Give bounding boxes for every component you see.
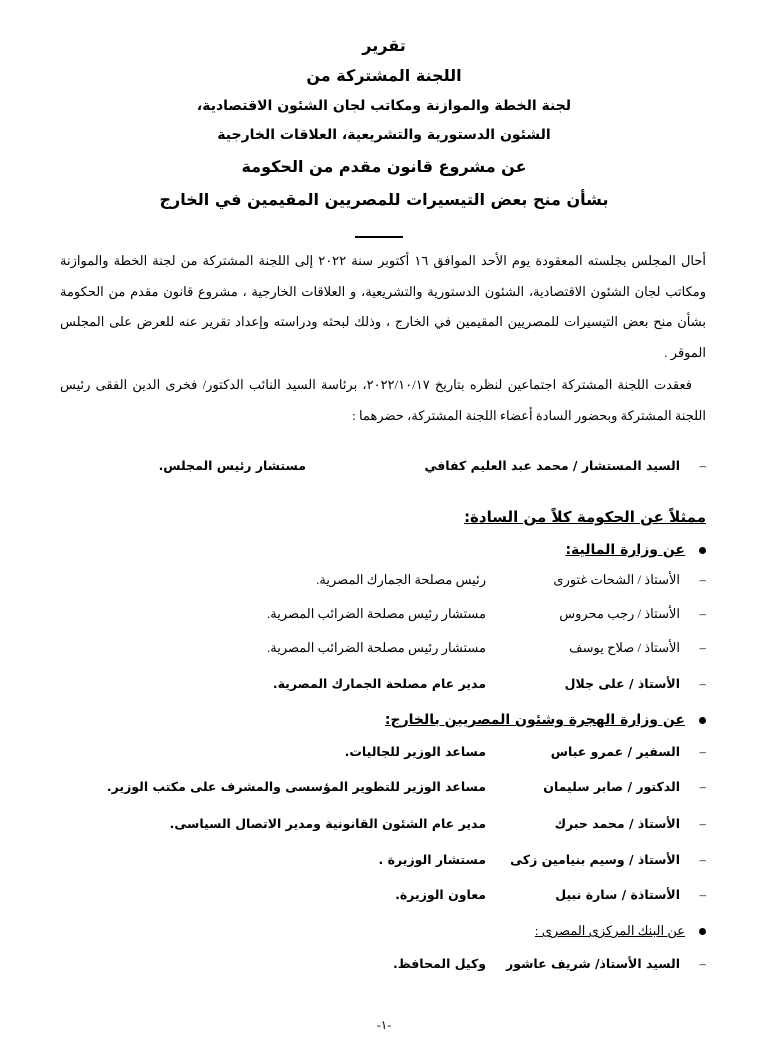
person-name: السيد المستشار / محمد عبد العليم كفافي	[424, 458, 680, 473]
committee-members-line2: الشئون الدستورية والتشريعية، العلاقات الخارجية	[217, 127, 551, 143]
committee-title: اللجنة المشتركة من	[306, 66, 462, 85]
list-item	[60, 814, 706, 840]
bill-title: عن مشروع قانون مقدم من الحكومة	[241, 157, 527, 176]
government-heading: ممثلاً عن الحكومة كلاً من السادة:	[464, 508, 706, 526]
list-item	[60, 777, 706, 803]
dash-marker: –	[699, 887, 706, 902]
list-item	[60, 638, 706, 664]
person-name: الدكتور / صابر سليمان	[543, 779, 680, 794]
bill-subject: بشأن منح بعض التيسيرات للمصريين المقيمين في الخارج	[159, 190, 609, 209]
section-label: عن وزارة الهجرة وشئون المصريين بالخارج:	[384, 712, 685, 728]
person-name: الأستاذة / سارة نبيل	[555, 887, 680, 902]
person-title: مستشار الوزيرة .	[378, 852, 486, 867]
list-item	[60, 885, 706, 911]
section-label: عن وزارة المالية:	[565, 542, 685, 558]
person-title: مستشار رئيس مصلحة الضرائب المصرية.	[266, 640, 486, 655]
person-name: الأستاذ / على جلال	[564, 676, 680, 691]
intro-paragraph: أحال المجلس بجلسته المعقودة يوم الأحد الموافق ١٦ أكتوبر سنة ٢٠٢٢ إلى اللجنة المشتركة من لجنة الخطة والموازنة ومكاتب لجان الشئون الاقتصادية، الشئون الدستورية والتشريعية، و العلاقات الخارجية ، مشروع قانون مقدم من الحكومة بشأن منح بعض التيسيرات للمصريين المقيمين في الخارج ، وذلك لبحثه ودراسته وإعداد تقرير عنه للعرض على المجلس الموقر .	[60, 253, 706, 360]
bullet-icon	[699, 928, 706, 935]
list-item	[60, 742, 706, 768]
person-title: مساعد الوزير للجاليات.	[344, 744, 486, 759]
bullet-icon	[699, 547, 706, 554]
person-name: الأستاذ / محمد حبرك	[554, 816, 680, 831]
person-name: الأستاذ / الشحات غتورى	[553, 572, 680, 587]
emigration-section-heading	[385, 712, 706, 728]
council-rep-row	[60, 456, 706, 482]
dash-marker: –	[699, 458, 706, 473]
person-title: معاون الوزيرة.	[395, 887, 486, 902]
person-title: مستشار رئيس المجلس.	[158, 458, 306, 473]
dash-marker: –	[699, 956, 706, 971]
list-item	[60, 954, 706, 980]
section-label: عن البنك المركزى المصرى :	[534, 923, 685, 938]
person-title: مدير عام مصلحة الجمارك المصرية.	[272, 676, 486, 691]
central-bank-section-heading	[535, 923, 706, 939]
bullet-icon	[699, 717, 706, 724]
committee-members-line1: لجنة الخطة والموازنة ومكاتب لجان الشئون الاقتصادية،	[196, 98, 572, 114]
list-item	[60, 850, 706, 876]
person-name: السيد الأستاذ/ شريف عاشور	[506, 956, 680, 971]
dash-marker: –	[699, 640, 706, 655]
dash-marker: –	[699, 606, 706, 621]
person-title: وكيل المحافظ.	[392, 956, 486, 971]
dash-marker: –	[699, 779, 706, 794]
dash-marker: –	[699, 676, 706, 691]
report-title: تقرير	[362, 36, 406, 55]
list-item	[60, 570, 706, 596]
title-divider	[355, 236, 403, 238]
person-title: مستشار رئيس مصلحة الضرائب المصرية.	[266, 606, 486, 621]
page-number: -١-	[376, 1018, 392, 1032]
dash-marker: –	[699, 816, 706, 831]
dash-marker: –	[699, 572, 706, 587]
dash-marker: –	[699, 852, 706, 867]
list-item	[60, 604, 706, 630]
person-title: مدير عام الشئون القانونية ومدير الاتصال السياسى.	[169, 816, 486, 831]
finance-section-heading	[565, 542, 706, 558]
person-title: مساعد الوزير للتطوير المؤسسى والمشرف على مكتب الوزير.	[106, 779, 486, 794]
person-name: الأستاذ / صلاح يوسف	[569, 640, 680, 655]
dash-marker: –	[699, 744, 706, 759]
person-title: رئيس مصلحة الجمارك المصرية.	[316, 572, 486, 587]
meeting-paragraph: فعقدت اللجنة المشتركة اجتماعين لنظره بتاريخ ٢٠٢٢/١٠/١٧، برئاسة السيد النائب الدكتور/ فخرى الدين الفقى رئيس اللجنة المشتركة وبحضور السادة أعضاء اللجنة المشتركة، حضرهما :	[60, 377, 706, 423]
person-name: الأستاذ / وسيم بنيامين زكى	[510, 852, 680, 867]
list-item	[60, 674, 706, 700]
person-name: الأستاذ / رجب محروس	[559, 606, 680, 621]
person-name: السفير / عمرو عباس	[550, 744, 680, 759]
